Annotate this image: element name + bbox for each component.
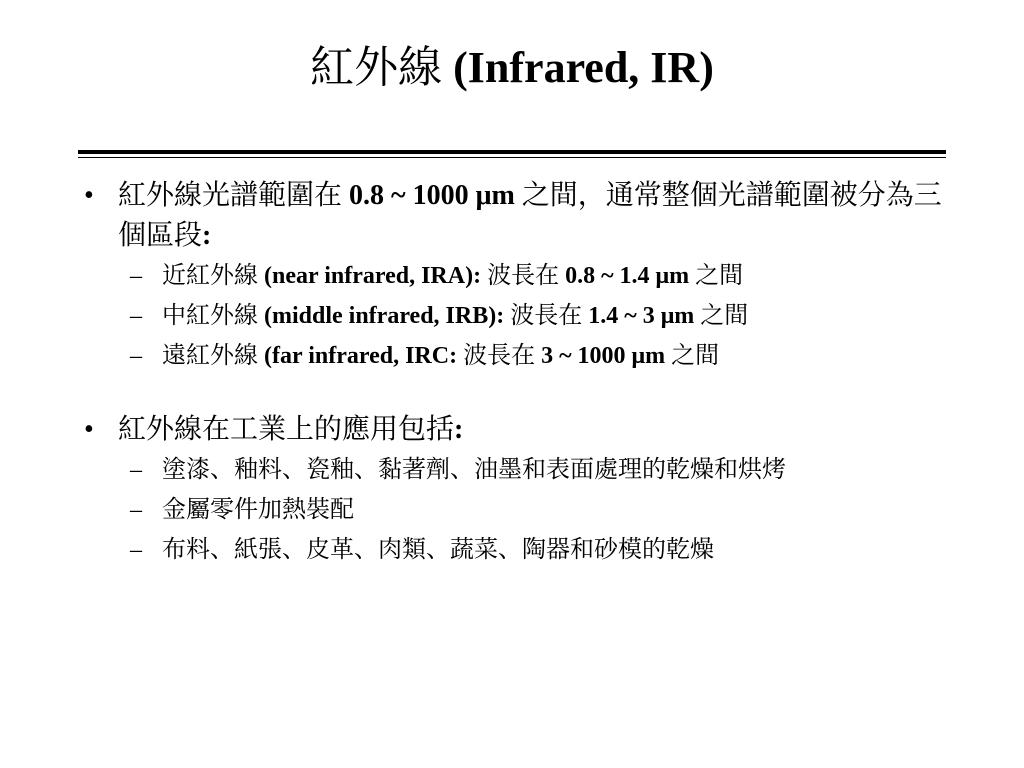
title-zh: 紅外線: [310, 43, 443, 92]
bullet-text: 紅外線在工業上的應用包括: [118, 414, 455, 445]
sub-bullet-text: 遠紅外線: [162, 343, 264, 369]
title-en: (Infrared, IR): [453, 43, 714, 92]
title-divider-thick: [78, 150, 946, 154]
title-divider-thin: [78, 157, 946, 158]
bullet-item: [84, 176, 954, 256]
sub-bullet-text: 近紅外線: [162, 263, 264, 289]
sub-bullet-text: 波長在: [457, 343, 542, 369]
sub-bullet-item: [84, 296, 954, 336]
sub-bullet-item: [84, 336, 954, 376]
dash-marker: –: [130, 497, 142, 523]
bullet-item: [84, 410, 954, 450]
sub-bullet-text-bold: (far infrared, IRC:: [264, 343, 458, 369]
dash-marker: –: [130, 303, 142, 329]
sub-bullet-text: 之間: [689, 263, 744, 289]
section-gap: [84, 376, 954, 410]
sub-bullet-item: [84, 490, 954, 530]
sub-bullet-item: [84, 450, 954, 490]
bullet-marker: •: [84, 414, 94, 445]
sub-bullet-text-bold: 0.8 ~ 1.4 μm: [565, 263, 690, 289]
sub-bullet-item: [84, 256, 954, 296]
slide-body: [84, 176, 954, 570]
sub-bullet-text-bold: (middle infrared, IRB):: [264, 303, 505, 329]
dash-marker: –: [130, 537, 142, 563]
sub-bullet-item: [84, 530, 954, 570]
dash-marker: –: [130, 457, 142, 483]
sub-bullet-text: 金屬零件加熱裝配: [162, 497, 354, 523]
sub-bullet-text: 之間: [665, 343, 720, 369]
dash-marker: –: [130, 343, 142, 369]
sub-bullet-text-bold: (near infrared, IRA):: [264, 263, 482, 289]
sub-bullet-text: 塗漆、釉料、瓷釉、黏著劑、油墨和表面處理的乾燥和烘烤: [162, 457, 786, 483]
bullet-text-bold: 0.8 ~ 1000 μm: [349, 180, 515, 211]
dash-marker: –: [130, 263, 142, 289]
bullet-text: 之間，通常整個光譜範圍被分為三個區段: [118, 180, 942, 251]
bullet-text-bold: :: [202, 220, 212, 251]
slide-title: [0, 42, 1024, 95]
sub-bullet-text: 之間: [694, 303, 749, 329]
sub-bullet-text: 中紅外線: [162, 303, 264, 329]
sub-bullet-text-bold: 1.4 ~ 3 μm: [588, 303, 695, 329]
bullet-text: 紅外線光譜範圍在: [118, 180, 350, 211]
sub-bullet-text: 布料、紙張、皮革、肉類、蔬菜、陶器和砂模的乾燥: [162, 537, 714, 563]
sub-bullet-text-bold: 3 ~ 1000 μm: [541, 343, 666, 369]
sub-bullet-text: 波長在: [481, 263, 566, 289]
bullet-text-bold: :: [454, 414, 464, 445]
bullet-marker: •: [84, 180, 94, 211]
sub-bullet-text: 波長在: [504, 303, 589, 329]
